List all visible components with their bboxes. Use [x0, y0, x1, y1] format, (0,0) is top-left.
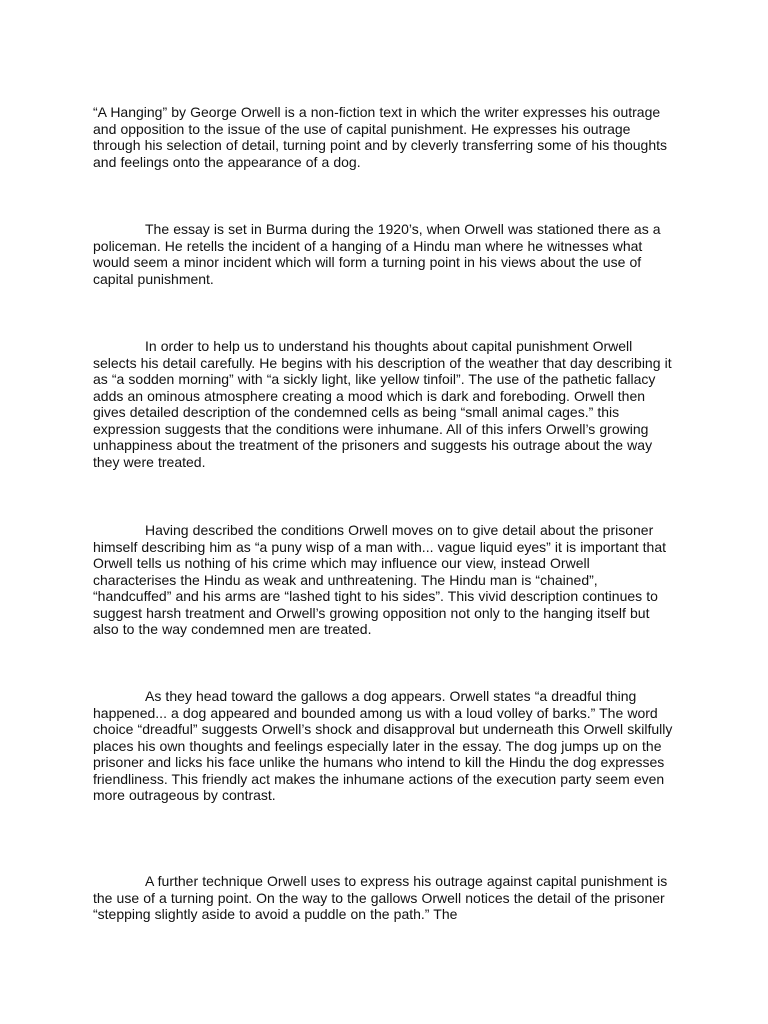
paragraph-setting: The essay is set in Burma during the 1920’s, when Orwell was stationed there as a policeman. He retells the incident of a hanging of a Hindu man where he witnesses what would seem a minor incident which will form a turning point in his views about the use of capital punishment. — [93, 221, 661, 287]
paragraph-detail: In order to help us to understand his thoughts about capital punishment Orwell selects his detail carefully. He begins with his description of the weather that day describing it as “a sodden morning” with “a sickly light, like yellow tinfoil”. The use of the pathetic fallacy adds an ominous atmosphere creating a mood which is dark and foreboding. Orwell then gives detailed description of the condemned cells as being “small animal cages.” this expression suggests that the conditions were inhumane. All of this infers Orwell’s growing unhappiness about the treatment of the prisoners and suggests his outrage about the way they were treated. — [93, 338, 672, 470]
paragraph-dog: As they head toward the gallows a dog appears. Orwell states “a dreadful thing happened... a dog appeared and bounded among us with a loud volley of barks.” The word choice “dreadful” suggests Orwell’s shock and disapproval but underneath this Orwell skilfully places his own thoughts and feelings especially later in the essay. The dog jumps up on the prisoner and licks his face unlike the humans who intend to kill the Hindu the dog expresses friendliness. This friendly act makes the inhumane actions of the execution party seem even more outrageous by contrast. — [93, 688, 673, 803]
paragraph-prisoner: Having described the conditions Orwell moves on to give detail about the prisoner himself describing him as “a puny wisp of a man with... vague liquid eyes” it is important that Orwell tells us nothing of his crime which may influence our view, instead Orwell characterises the Hindu as weak and unthreatening. The Hindu man is “chained”, “handcuffed” and his arms are “lashed tight to his sides”. This vivid description continues to suggest harsh treatment and Orwell’s growing opposition not only to the hanging itself but also to the way condemned men are treated. — [93, 522, 666, 637]
paragraph-intro: “A Hanging” by George Orwell is a non-fiction text in which the writer expresses his outrage and opposition to the issue of the use of capital punishment. He expresses his outrage through his selection of detail, turning point and by cleverly transferring some of his thoughts and feelings onto the appearance of a dog. — [93, 104, 668, 170]
paragraph-turning-point: A further technique Orwell uses to express his outrage against capital punishment is the use of a turning point. On the way to the gallows Orwell notices the detail of the prisoner “stepping slightly aside to avoid a puddle on the path.” The — [93, 873, 668, 922]
